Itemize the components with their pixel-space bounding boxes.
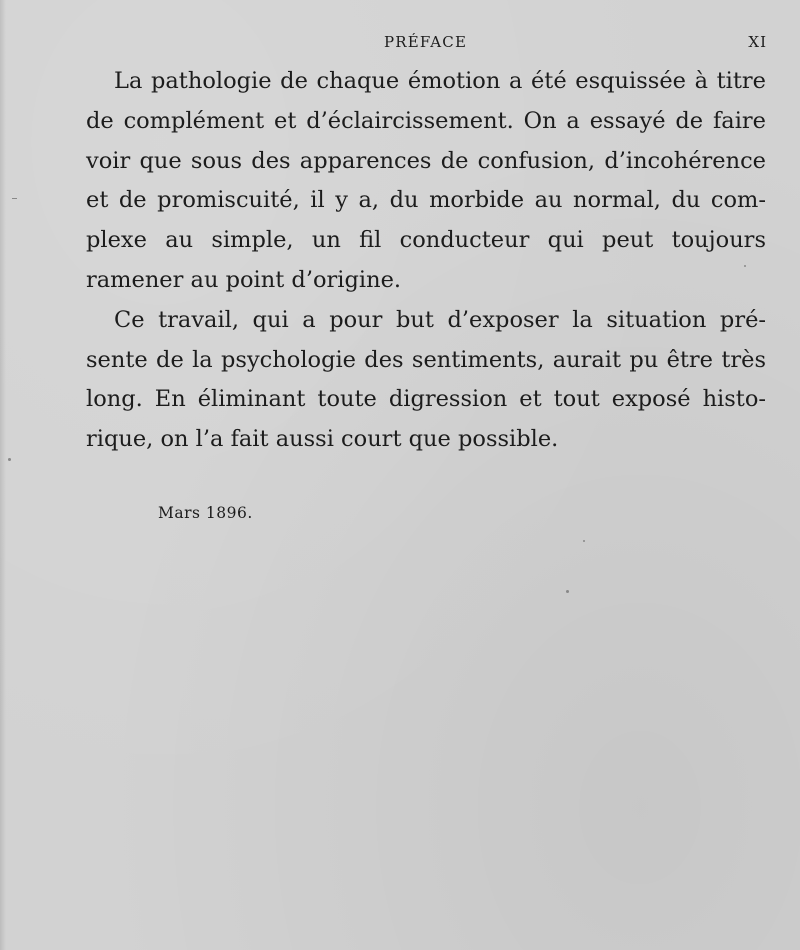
paragraph-1 xyxy=(86,62,766,301)
page-number: XI xyxy=(748,33,767,51)
preface-date: Mars 1896. xyxy=(158,504,253,522)
text-line: voir que sous des apparences de confusion, d’incohérence xyxy=(86,147,766,174)
page-gutter-shadow xyxy=(0,0,6,950)
text-line: La pathologie de chaque émotion a été esquissée à titre xyxy=(114,68,766,94)
paragraph-2 xyxy=(86,301,766,460)
text-line: long. En éliminant toute digression et tout exposé histo- xyxy=(86,386,766,413)
text-line: ramener au point d’origine. xyxy=(86,266,402,293)
text-line: rique, on l’a fait aussi court que possible. xyxy=(86,426,559,453)
running-head xyxy=(0,33,800,53)
paper-speck xyxy=(566,590,569,593)
text-line: Ce travail, qui a pour but d’exposer la situation pré- xyxy=(114,306,766,333)
paper-speck xyxy=(8,458,11,461)
paper-speck xyxy=(12,198,17,199)
text-line: et de promiscuité, il y a, du morbide au normal, du com- xyxy=(86,187,766,214)
text-line: sente de la psychologie des sentiments, aurait pu être très xyxy=(86,346,766,373)
text-line: de complément et d’éclaircissement. On a essayé de faire xyxy=(86,107,766,134)
paper-speck xyxy=(744,265,746,267)
text-line: plexe au simple, un fil conducteur qui peut toujours xyxy=(86,227,766,254)
running-title: PRÉFACE xyxy=(384,33,468,51)
body-text xyxy=(86,62,766,460)
paper-speck xyxy=(583,540,585,542)
